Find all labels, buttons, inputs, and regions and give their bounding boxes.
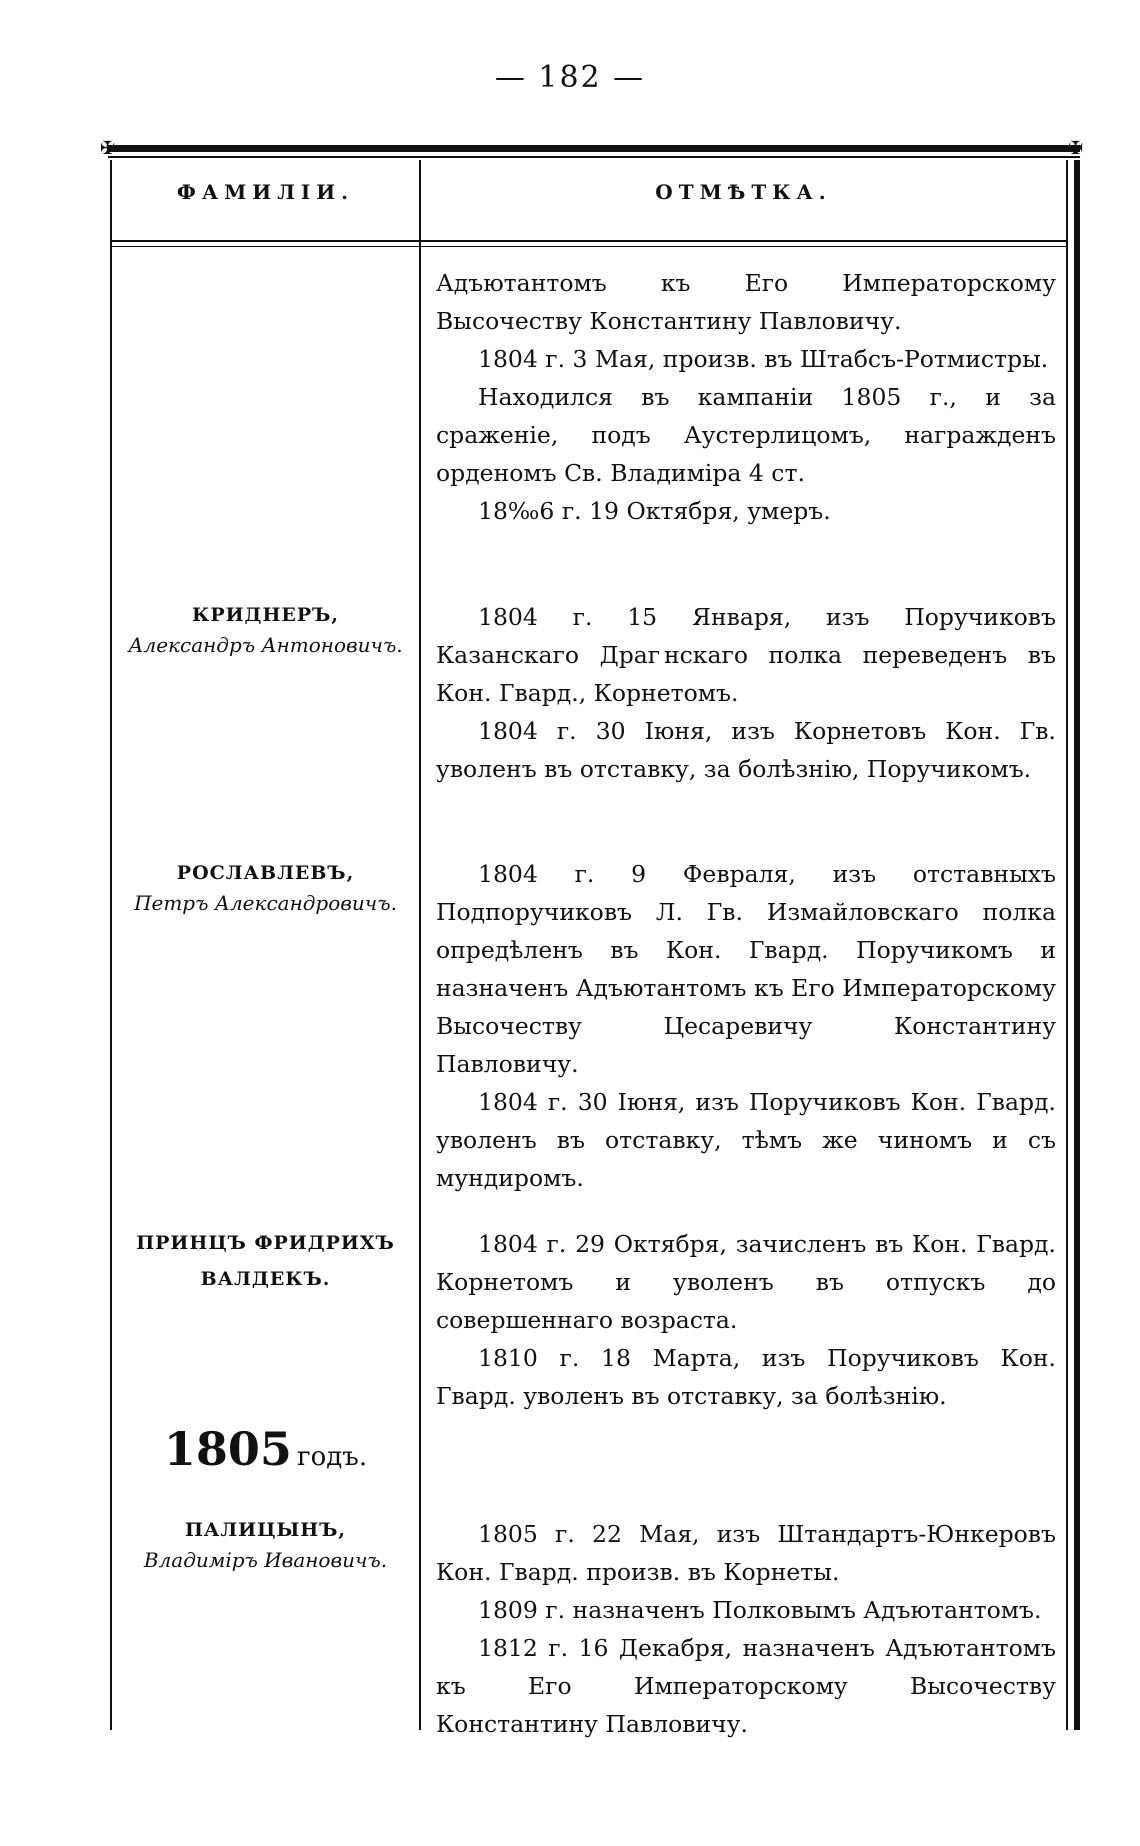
header-rule bbox=[112, 240, 1066, 242]
frame-left-rule bbox=[110, 160, 112, 1730]
column-header-notes: ОТМѢТКА. bbox=[655, 180, 832, 204]
entry-name-waldeck bbox=[112, 1228, 419, 1294]
frame-top-thick-rule bbox=[108, 145, 1080, 152]
entry-name-roslavlev bbox=[112, 858, 419, 918]
entry-surname-line2: ВАЛДЕКЪ. bbox=[200, 1268, 331, 1290]
entry-surname: ПРИНЦЪ ФРИДРИХЪ bbox=[136, 1232, 395, 1254]
note-paragraph: Адъютантомъ къ Его Императорскому Высочеству Константину Павловичу. bbox=[436, 269, 1056, 335]
corner-ornament-right: ✠ bbox=[1068, 138, 1084, 159]
entry-surname: РОСЛАВЛЕВЪ, bbox=[176, 862, 355, 884]
note-paragraph: 1804 г. 9 Февраля, изъ отставныхъ Подпоручиковъ Л. Гв. Измайловскаго полка опредѣленъ въ Кон. Гвард. Поручикомъ и назначенъ Адъютантомъ къ Его Императорскому Высочеству Цесаревичу Константину Павловичу. bbox=[436, 860, 1056, 1078]
entry-notes-roslavlev bbox=[436, 855, 1056, 1197]
year-heading bbox=[112, 1422, 419, 1476]
continuation-notes bbox=[436, 264, 1056, 530]
note-paragraph: 1804 г. 29 Октября, зачисленъ въ Кон. Гвард. Корнетомъ и уволенъ въ отпускъ до совершеннаго возраста. bbox=[436, 1230, 1056, 1334]
entry-notes-kridner bbox=[436, 598, 1056, 788]
frame-top-thin-rule bbox=[108, 156, 1080, 158]
note-paragraph: 1809 г. назначенъ Полковымъ Адъютантомъ. bbox=[478, 1596, 1042, 1624]
column-header-names: ФАМИЛІИ. bbox=[176, 180, 355, 204]
entry-name-palitsyn bbox=[112, 1515, 419, 1575]
note-paragraph: 1805 г. 22 Мая, изъ Штандартъ-Юнкеровъ Кон. Гвард. произв. въ Корнеты. bbox=[436, 1520, 1056, 1586]
note-paragraph: 1804 г. 15 Января, изъ Поручиковъ Казанскаго Драг нскаго полка переведенъ въ Кон. Гвард., Корнетомъ. bbox=[436, 603, 1056, 707]
frame-right-outer-rule bbox=[1074, 160, 1080, 1730]
note-paragraph: 1804 г. 30 Іюня, изъ Корнетовъ Кон. Гв. уволенъ въ отставку, за болѣзнію, Поручикомъ. bbox=[436, 717, 1056, 783]
entry-notes-palitsyn bbox=[436, 1515, 1056, 1743]
column-divider bbox=[419, 160, 421, 1730]
note-paragraph: 1812 г. 16 Декабря, назначенъ Адъютантомъ къ Его Императорскому Высочеству Константину Павловичу. bbox=[436, 1634, 1056, 1738]
year-word: годъ. bbox=[297, 1442, 368, 1472]
page-number: — 182 — bbox=[494, 60, 646, 95]
entry-name-kridner bbox=[112, 600, 419, 660]
note-paragraph: 18‰6 г. 19 Октября, умеръ. bbox=[478, 497, 831, 525]
note-paragraph: 1804 г. 30 Іюня, изъ Поручиковъ Кон. Гвард. уволенъ въ отставку, тѣмъ же чиномъ и съ мундиромъ. bbox=[436, 1088, 1056, 1192]
year-number: 1805 bbox=[163, 1422, 292, 1476]
note-paragraph: Находился въ кампаніи 1805 г., и за сраженіе, подъ Аустерлицомъ, награжденъ орденомъ Св. Владиміра 4 ст. bbox=[436, 383, 1056, 487]
frame-right-inner-rule bbox=[1066, 160, 1068, 1730]
note-paragraph: 1810 г. 18 Марта, изъ Поручиковъ Кон. Гвард. уволенъ въ отставку, за болѣзнію. bbox=[436, 1344, 1056, 1410]
entry-given-name: Владиміръ Ивановичъ. bbox=[143, 1548, 388, 1572]
entry-surname: ПАЛИЦЫНЪ, bbox=[184, 1519, 347, 1541]
header-rule-thin bbox=[112, 246, 1066, 247]
entry-surname: КРИДНЕРЪ, bbox=[192, 604, 339, 626]
note-paragraph: 1804 г. 3 Мая, произв. въ Штабсъ-Ротмистры. bbox=[478, 345, 1049, 373]
corner-ornament-left: ✠ bbox=[100, 138, 116, 159]
entry-given-name: Петръ Александровичъ. bbox=[134, 891, 397, 915]
entry-given-name: Александръ Антоновичъ. bbox=[128, 633, 403, 657]
entry-notes-waldeck bbox=[436, 1225, 1056, 1415]
